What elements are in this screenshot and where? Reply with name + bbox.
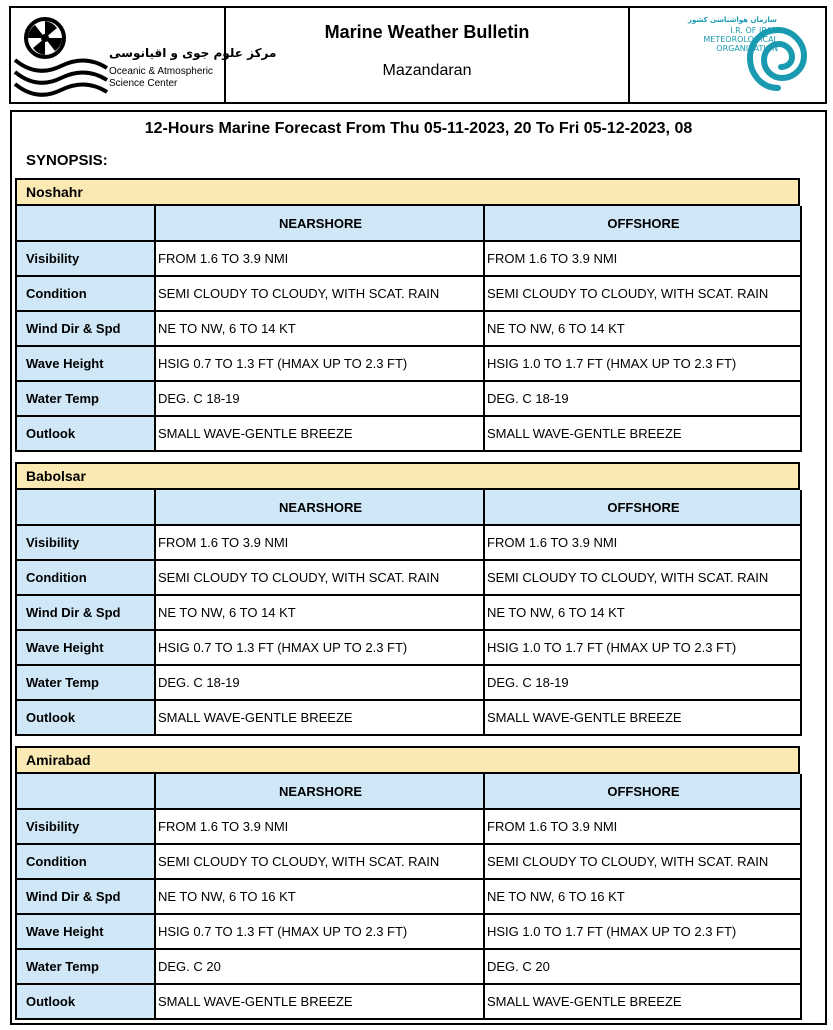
offshore-value: SEMI CLOUDY TO CLOUDY, WITH SCAT. RAIN bbox=[484, 560, 801, 595]
nearshore-value: HSIG 0.7 TO 1.3 FT (HMAX UP TO 2.3 FT) bbox=[155, 346, 484, 381]
table-row bbox=[16, 630, 801, 665]
row-label: Wave Height bbox=[16, 914, 155, 949]
table-row bbox=[16, 381, 801, 416]
offshore-value: NE TO NW, 6 TO 14 KT bbox=[484, 595, 801, 630]
row-label: Outlook bbox=[16, 700, 155, 735]
nearshore-value: SEMI CLOUDY TO CLOUDY, WITH SCAT. RAIN bbox=[155, 276, 484, 311]
row-label: Water Temp bbox=[16, 381, 155, 416]
nearshore-value: NE TO NW, 6 TO 16 KT bbox=[155, 879, 484, 914]
table-row bbox=[16, 311, 801, 346]
nearshore-value: HSIG 0.7 TO 1.3 FT (HMAX UP TO 2.3 FT) bbox=[155, 914, 484, 949]
nearshore-value: SEMI CLOUDY TO CLOUDY, WITH SCAT. RAIN bbox=[155, 560, 484, 595]
nearshore-value: SMALL WAVE-GENTLE BREEZE bbox=[155, 984, 484, 1019]
table-row bbox=[16, 984, 801, 1019]
synopsis-label: SYNOPSIS: bbox=[26, 152, 108, 169]
offshore-value: SMALL WAVE-GENTLE BREEZE bbox=[484, 984, 801, 1019]
offshore-value: FROM 1.6 TO 3.9 NMI bbox=[484, 525, 801, 560]
offshore-value: DEG. C 18-19 bbox=[484, 665, 801, 700]
offshore-value: FROM 1.6 TO 3.9 NMI bbox=[484, 241, 801, 276]
row-label: Visibility bbox=[16, 241, 155, 276]
forecast-table bbox=[15, 206, 802, 452]
offshore-header: OFFSHORE bbox=[484, 206, 801, 241]
table-row bbox=[16, 844, 801, 879]
table-row bbox=[16, 809, 801, 844]
table-row bbox=[16, 665, 801, 700]
station-amirabad bbox=[15, 746, 800, 1020]
table-row bbox=[16, 241, 801, 276]
irimo-name-en: I.R. OF IRAN METEOROLOGICAL ORGANIZATION bbox=[703, 26, 778, 53]
irimo-name-fa: سازمان هواشناسی کشور bbox=[688, 16, 777, 24]
row-label: Wind Dir & Spd bbox=[16, 595, 155, 630]
offshore-value: NE TO NW, 6 TO 14 KT bbox=[484, 311, 801, 346]
offshore-value: SEMI CLOUDY TO CLOUDY, WITH SCAT. RAIN bbox=[484, 276, 801, 311]
station-name: Noshahr bbox=[15, 178, 800, 206]
table-row bbox=[16, 949, 801, 984]
row-label: Condition bbox=[16, 844, 155, 879]
offshore-value: SMALL WAVE-GENTLE BREEZE bbox=[484, 700, 801, 735]
org-name-en-line2: Science Center bbox=[109, 78, 178, 89]
table-row bbox=[16, 560, 801, 595]
station-babolsar bbox=[15, 462, 800, 736]
table-row bbox=[16, 346, 801, 381]
offshore-value: DEG. C 18-19 bbox=[484, 381, 801, 416]
nearshore-value: DEG. C 20 bbox=[155, 949, 484, 984]
row-label: Water Temp bbox=[16, 665, 155, 700]
nearshore-value: NE TO NW, 6 TO 14 KT bbox=[155, 311, 484, 346]
oasc-waves-icon bbox=[13, 56, 109, 102]
nearshore-header: NEARSHORE bbox=[155, 206, 484, 241]
row-label: Outlook bbox=[16, 416, 155, 451]
nearshore-value: DEG. C 18-19 bbox=[155, 665, 484, 700]
forecast-table bbox=[15, 774, 802, 1020]
row-label: Outlook bbox=[16, 984, 155, 1019]
irimo-logo-icon bbox=[746, 20, 810, 92]
row-label: Visibility bbox=[16, 809, 155, 844]
header-right-cell bbox=[630, 8, 825, 102]
bulletin-header bbox=[9, 6, 827, 104]
table-corner-cell bbox=[16, 206, 155, 241]
row-label: Wave Height bbox=[16, 630, 155, 665]
station-name: Babolsar bbox=[15, 462, 800, 490]
row-label: Wind Dir & Spd bbox=[16, 879, 155, 914]
station-noshahr bbox=[15, 178, 800, 452]
table-row bbox=[16, 914, 801, 949]
table-header-row bbox=[16, 774, 801, 809]
row-label: Condition bbox=[16, 560, 155, 595]
table-corner-cell bbox=[16, 774, 155, 809]
nearshore-value: FROM 1.6 TO 3.9 NMI bbox=[155, 809, 484, 844]
nearshore-value: SMALL WAVE-GENTLE BREEZE bbox=[155, 416, 484, 451]
offshore-value: SMALL WAVE-GENTLE BREEZE bbox=[484, 416, 801, 451]
table-row bbox=[16, 595, 801, 630]
offshore-value: FROM 1.6 TO 3.9 NMI bbox=[484, 809, 801, 844]
row-label: Visibility bbox=[16, 525, 155, 560]
offshore-header: OFFSHORE bbox=[484, 490, 801, 525]
table-row bbox=[16, 700, 801, 735]
nearshore-header: NEARSHORE bbox=[155, 490, 484, 525]
offshore-value: HSIG 1.0 TO 1.7 FT (HMAX UP TO 2.3 FT) bbox=[484, 630, 801, 665]
table-row bbox=[16, 525, 801, 560]
forecast-table bbox=[15, 490, 802, 736]
table-header-row bbox=[16, 206, 801, 241]
row-label: Water Temp bbox=[16, 949, 155, 984]
bulletin-region: Mazandaran bbox=[382, 62, 472, 79]
table-row bbox=[16, 276, 801, 311]
offshore-value: DEG. C 20 bbox=[484, 949, 801, 984]
header-title-cell bbox=[226, 8, 630, 102]
table-row bbox=[16, 879, 801, 914]
nearshore-value: SEMI CLOUDY TO CLOUDY, WITH SCAT. RAIN bbox=[155, 844, 484, 879]
offshore-value: HSIG 1.0 TO 1.7 FT (HMAX UP TO 2.3 FT) bbox=[484, 914, 801, 949]
bulletin-title: Marine Weather Bulletin bbox=[324, 22, 530, 42]
table-corner-cell bbox=[16, 490, 155, 525]
offshore-header: OFFSHORE bbox=[484, 774, 801, 809]
nearshore-value: NE TO NW, 6 TO 14 KT bbox=[155, 595, 484, 630]
offshore-value: SEMI CLOUDY TO CLOUDY, WITH SCAT. RAIN bbox=[484, 844, 801, 879]
row-label: Wind Dir & Spd bbox=[16, 311, 155, 346]
nearshore-value: FROM 1.6 TO 3.9 NMI bbox=[155, 241, 484, 276]
offshore-value: HSIG 1.0 TO 1.7 FT (HMAX UP TO 2.3 FT) bbox=[484, 346, 801, 381]
org-name-en-line1: Oceanic & Atmospheric bbox=[109, 66, 213, 77]
nearshore-value: SMALL WAVE-GENTLE BREEZE bbox=[155, 700, 484, 735]
row-label: Condition bbox=[16, 276, 155, 311]
table-header-row bbox=[16, 490, 801, 525]
org-name-fa: مرکز علوم جوی و اقیانوسی bbox=[109, 46, 277, 60]
offshore-value: NE TO NW, 6 TO 16 KT bbox=[484, 879, 801, 914]
station-name: Amirabad bbox=[15, 746, 800, 774]
nearshore-header: NEARSHORE bbox=[155, 774, 484, 809]
nearshore-value: DEG. C 18-19 bbox=[155, 381, 484, 416]
nearshore-value: HSIG 0.7 TO 1.3 FT (HMAX UP TO 2.3 FT) bbox=[155, 630, 484, 665]
forecast-title: 12-Hours Marine Forecast From Thu 05-11-2023, 20 To Fri 05-12-2023, 08 bbox=[144, 120, 693, 137]
header-left-cell bbox=[11, 8, 277, 102]
table-row bbox=[16, 416, 801, 451]
row-label: Wave Height bbox=[16, 346, 155, 381]
nearshore-value: FROM 1.6 TO 3.9 NMI bbox=[155, 525, 484, 560]
